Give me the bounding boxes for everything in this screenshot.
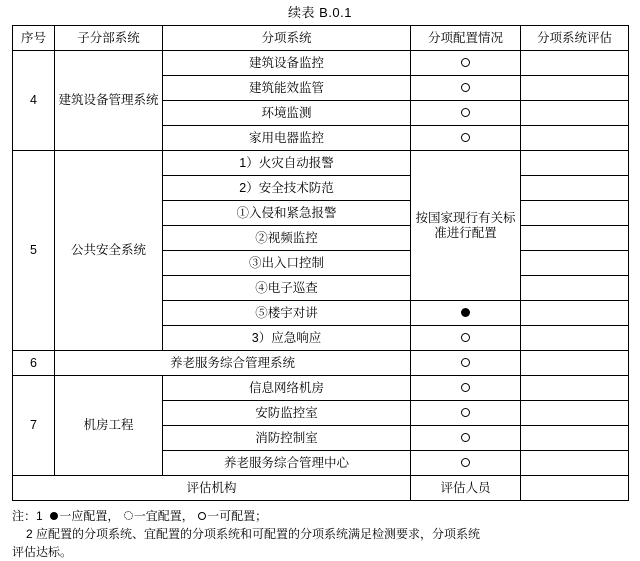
config-mark bbox=[411, 101, 521, 126]
config-mark bbox=[411, 76, 521, 101]
config-note-national-standard: 按国家现行有关标准进行配置 bbox=[411, 151, 521, 301]
config-mark bbox=[411, 426, 521, 451]
eval-cell[interactable] bbox=[521, 151, 629, 176]
item-name: ④电子巡查 bbox=[163, 276, 411, 301]
footer-label-agency: 评估机构 bbox=[13, 476, 411, 501]
table-row bbox=[13, 351, 629, 376]
note-1-text-b: 一宜配置， bbox=[133, 509, 194, 523]
eval-cell[interactable] bbox=[521, 101, 629, 126]
column-header-no: 序号 bbox=[13, 26, 55, 51]
eval-cell[interactable] bbox=[521, 251, 629, 276]
note-1-number: 1 bbox=[36, 509, 43, 523]
item-name: 1）火灾自动报警 bbox=[163, 151, 411, 176]
footer-label-personnel: 评估人员 bbox=[411, 476, 521, 501]
config-mark bbox=[411, 401, 521, 426]
eval-cell[interactable] bbox=[521, 226, 629, 251]
row-no-7: 7 bbox=[13, 376, 55, 476]
item-name: ①入侵和紧急报警 bbox=[163, 201, 411, 226]
subsystem-public-security: 公共安全系统 bbox=[55, 151, 163, 351]
column-header-config-line1: 分项配置情况 bbox=[427, 30, 503, 45]
item-name: 环境监测 bbox=[163, 101, 411, 126]
column-header-config bbox=[411, 26, 521, 51]
table-row bbox=[13, 376, 629, 401]
config-mark bbox=[411, 451, 521, 476]
footer-value-personnel[interactable] bbox=[521, 476, 629, 501]
table-footer-row bbox=[13, 476, 629, 501]
row-no-6: 6 bbox=[13, 351, 55, 376]
config-mark bbox=[411, 301, 521, 326]
config-mark bbox=[411, 351, 521, 376]
item-name: ⑤楼宇对讲 bbox=[163, 301, 411, 326]
config-mark bbox=[411, 126, 521, 151]
note-line-2 bbox=[12, 525, 628, 543]
item-name: 消防控制室 bbox=[163, 426, 411, 451]
table-row bbox=[13, 151, 629, 176]
note-2-text: 应配置的分项系统、宜配置的分项系统和可配置的分项系统满足检测要求，分项系统 bbox=[36, 527, 481, 541]
eval-cell[interactable] bbox=[521, 301, 629, 326]
table-notes bbox=[12, 507, 628, 561]
table-header-row bbox=[13, 26, 629, 51]
item-name: 安防监控室 bbox=[163, 401, 411, 426]
item-name: ③出入口控制 bbox=[163, 251, 411, 276]
open-circle-icon bbox=[198, 512, 206, 520]
eval-cell[interactable] bbox=[521, 126, 629, 151]
eval-cell[interactable] bbox=[521, 276, 629, 301]
subsystem-machine-room: 机房工程 bbox=[55, 376, 163, 476]
column-header-eval bbox=[521, 26, 629, 51]
evaluation-table bbox=[12, 25, 629, 501]
eval-cell[interactable] bbox=[521, 426, 629, 451]
note-2-number: 2 bbox=[26, 527, 33, 541]
config-mark bbox=[411, 376, 521, 401]
notes-label: 注： bbox=[12, 509, 37, 523]
note-1-text-c: 一可配置； bbox=[207, 509, 268, 523]
config-mark bbox=[411, 326, 521, 351]
eval-cell[interactable] bbox=[521, 326, 629, 351]
eval-cell[interactable] bbox=[521, 176, 629, 201]
config-mark bbox=[411, 51, 521, 76]
eval-cell[interactable] bbox=[521, 201, 629, 226]
item-name: 信息网络机房 bbox=[163, 376, 411, 401]
filled-circle-icon bbox=[50, 512, 58, 520]
eval-cell[interactable] bbox=[521, 401, 629, 426]
eval-cell[interactable] bbox=[521, 376, 629, 401]
column-header-item: 分项系统 bbox=[163, 26, 411, 51]
eval-cell[interactable] bbox=[521, 451, 629, 476]
eval-cell[interactable] bbox=[521, 51, 629, 76]
page-title: 续表 B.0.1 bbox=[288, 5, 352, 20]
row-no-5: 5 bbox=[13, 151, 55, 351]
item-name: 建筑设备监控 bbox=[163, 51, 411, 76]
item-name: 家用电器监控 bbox=[163, 126, 411, 151]
eval-cell[interactable] bbox=[521, 76, 629, 101]
item-name: 养老服务综合管理中心 bbox=[163, 451, 411, 476]
table-row bbox=[13, 51, 629, 76]
item-name: 3）应急响应 bbox=[163, 326, 411, 351]
item-name: 2）安全技术防范 bbox=[163, 176, 411, 201]
item-name: ②视频监控 bbox=[163, 226, 411, 251]
dotted-circle-icon bbox=[124, 511, 133, 520]
subsystem-building-equipment: 建筑设备管理系统 bbox=[55, 51, 163, 151]
item-name: 建筑能效监管 bbox=[163, 76, 411, 101]
column-header-subsystem: 子分部系统 bbox=[55, 26, 163, 51]
eval-cell[interactable] bbox=[521, 351, 629, 376]
subsystem-elderly-service-management: 养老服务综合管理系统 bbox=[55, 351, 411, 376]
note-2-text-cont: 评估达标。 bbox=[12, 545, 73, 559]
column-header-eval-line1: 分项系统评估 bbox=[536, 30, 612, 45]
note-line-3 bbox=[12, 543, 628, 561]
row-no-4: 4 bbox=[13, 51, 55, 151]
note-line-1 bbox=[12, 507, 628, 525]
note-1-text-a: 一应配置， bbox=[59, 509, 120, 523]
